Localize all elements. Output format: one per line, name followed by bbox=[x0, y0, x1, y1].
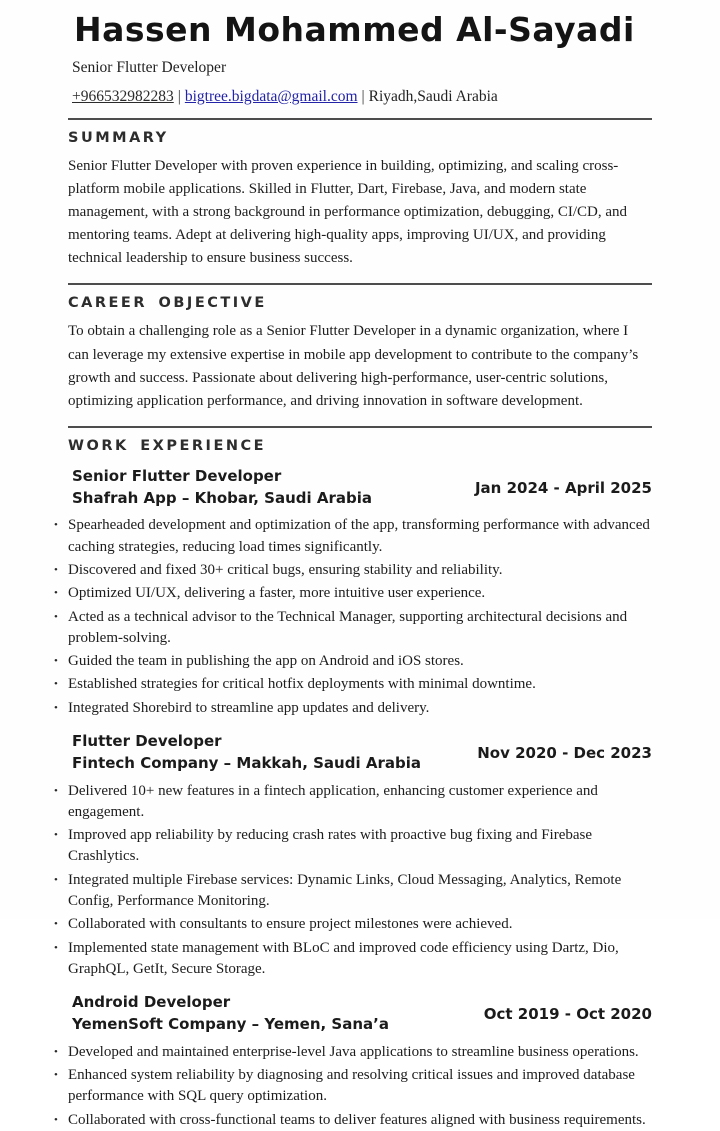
job-bullet: • Established strategies for critical hotfix deployments with minimal downtime. bbox=[52, 674, 652, 695]
contact-line bbox=[72, 88, 652, 106]
job-title: Android Developer bbox=[72, 993, 231, 1012]
job-dates: Nov 2020 - Dec 2023 bbox=[477, 743, 652, 762]
job-entry bbox=[68, 992, 652, 1131]
summary-text: Senior Flutter Developer with proven experience in building, optimizing, and scaling cross-platform mobile applications. Skilled in Flutter, Dart, Firebase, Java, and modern state management, with a strong background in performance optimization, debugging, CI/CD, and mentoring teams. Adept at delivering high-quality apps, improving UI/UX, and providing technical leadership to ensure business success. bbox=[68, 158, 628, 267]
job-entry bbox=[68, 466, 652, 719]
job-bullet: • Integrated Shorebird to streamline app updates and delivery. bbox=[52, 698, 652, 719]
job-bullet: • Collaborated with cross-functional teams to deliver features aligned with business requirements. bbox=[52, 1110, 652, 1131]
email-link[interactable]: bigtree.bigdata@gmail.com bbox=[184, 88, 358, 105]
job-bullet-list bbox=[52, 1042, 652, 1131]
job-header bbox=[68, 992, 652, 1036]
summary-heading: SUMMARY bbox=[68, 130, 169, 146]
job-title: Flutter Developer bbox=[72, 732, 222, 751]
job-title-block bbox=[72, 466, 372, 510]
contact-separator: | bbox=[177, 88, 181, 105]
job-title-block bbox=[72, 992, 389, 1036]
job-dates: Oct 2019 - Oct 2020 bbox=[483, 1004, 652, 1023]
career-objective-section bbox=[68, 295, 652, 412]
job-bullet: • Enhanced system reliability by diagnosing and resolving critical issues and improved database performance with SQL query optimization. bbox=[52, 1065, 652, 1108]
job-bullet: • Guided the team in publishing the app on Android and iOS stores. bbox=[52, 651, 652, 672]
job-company: YemenSoft Company – Yemen, Sana’a bbox=[72, 1014, 389, 1033]
person-name: Hassen Mohammed Al-Sayadi bbox=[74, 10, 635, 49]
job-bullet: • Integrated multiple Firebase services: Dynamic Links, Cloud Messaging, Analytics, Remote Config, Performance Monitoring. bbox=[52, 870, 652, 913]
section-divider bbox=[68, 283, 652, 285]
section-divider bbox=[68, 118, 652, 120]
job-dates: Jan 2024 - April 2025 bbox=[474, 478, 652, 497]
job-bullet: • Delivered 10+ new features in a fintech application, enhancing customer experience and engagement. bbox=[52, 781, 652, 824]
job-bullet: • Acted as a technical advisor to the Technical Manager, supporting architectural decisions and problem-solving. bbox=[52, 607, 652, 650]
job-company: Shafrah App – Khobar, Saudi Arabia bbox=[72, 488, 372, 507]
job-bullet: • Developed and maintained enterprise-level Java applications to streamline business operations. bbox=[52, 1042, 652, 1063]
job-title-block bbox=[72, 731, 421, 775]
person-title: Senior Flutter Developer bbox=[72, 59, 227, 76]
job-entry bbox=[68, 731, 652, 980]
job-bullet: • Collaborated with consultants to ensure project milestones were achieved. bbox=[52, 914, 652, 935]
career-objective-text: To obtain a challenging role as a Senior Flutter Developer in a dynamic organization, where I can leverage my extensive expertise in mobile app development to contribute to the company’s growth and success. Passionate about delivering high-performance, user-centric solutions, optimizing application performance, and driving innovation in software development. bbox=[68, 323, 639, 409]
contact-location: Riyadh,Saudi Arabia bbox=[368, 88, 498, 105]
job-title: Senior Flutter Developer bbox=[72, 466, 282, 485]
job-bullet: • Discovered and fixed 30+ critical bugs, ensuring stability and reliability. bbox=[52, 560, 652, 581]
job-bullet-list bbox=[52, 781, 652, 981]
job-bullet: • Optimized UI/UX, delivering a faster, more intuitive user experience. bbox=[52, 583, 652, 604]
phone-link[interactable]: +966532982283 bbox=[72, 88, 174, 105]
job-bullet-list bbox=[52, 515, 652, 719]
contact-separator: | bbox=[361, 88, 365, 105]
job-header bbox=[68, 731, 652, 775]
job-list bbox=[68, 466, 652, 1131]
work-experience-section bbox=[68, 438, 652, 1131]
job-bullet: • Improved app reliability by reducing crash rates with proactive bug fixing and Firebase Crashlytics. bbox=[52, 825, 652, 868]
job-company: Fintech Company – Makkah, Saudi Arabia bbox=[72, 753, 421, 772]
job-header bbox=[68, 466, 652, 510]
work-experience-heading: WORK EXPERIENCE bbox=[68, 437, 267, 454]
job-bullet: • Spearheaded development and optimization of the app, transforming performance with advanced caching strategies, reducing load times significantly. bbox=[52, 515, 652, 558]
section-divider bbox=[68, 426, 652, 428]
job-bullet: • Implemented state management with BLoC and improved code efficiency using Dartz, Dio, GraphQL, GetIt, Secure Storage. bbox=[52, 938, 652, 981]
resume-header bbox=[68, 10, 652, 106]
summary-section bbox=[68, 130, 652, 270]
career-objective-heading: CAREER OBJECTIVE bbox=[68, 295, 267, 312]
